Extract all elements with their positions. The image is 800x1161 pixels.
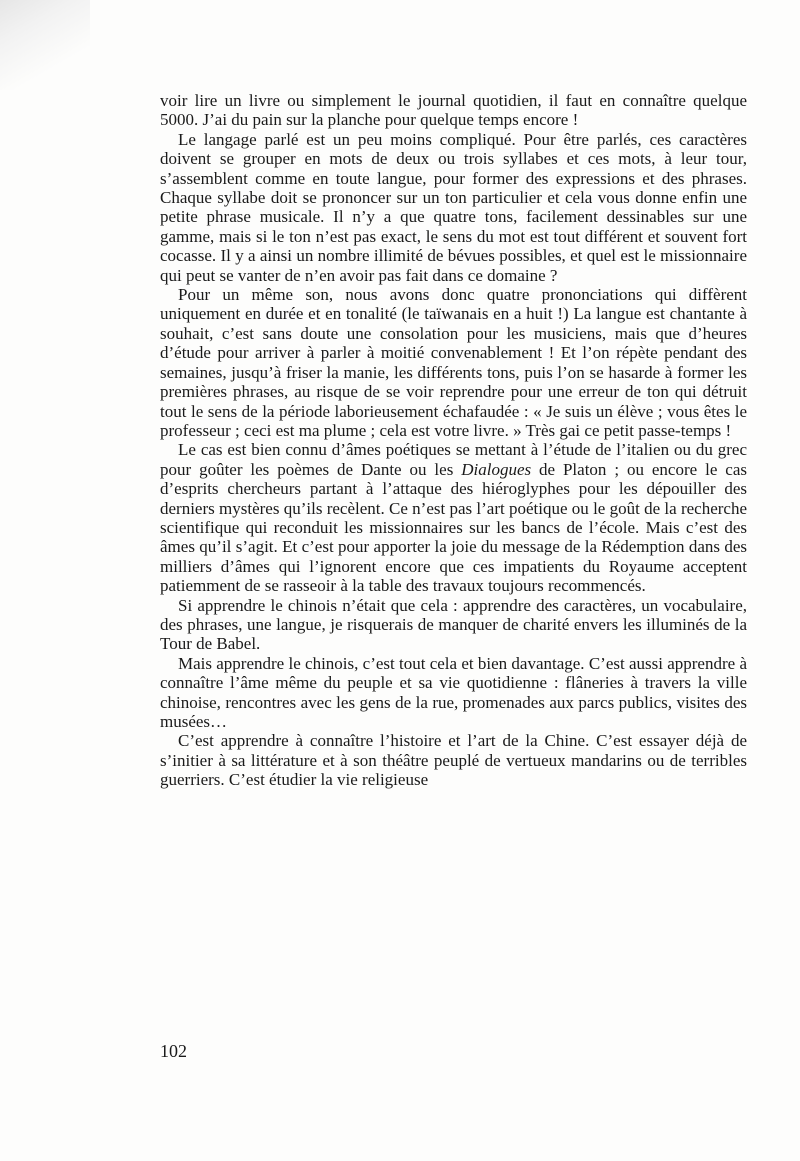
book-title-italic: Dialogues — [461, 459, 532, 479]
paragraph-text: de Platon ; ou encore le cas d’esprits chercheurs partant à l’attaque des hiéroglyphes pour les dépouiller des derniers mystères qu’ils recèlent. Ce n’est pas l’art poétique ou le goût de la recherche scientifique qui reconduit les missionnaires sur les bancs de l’école. Mais c’est des âmes qu’il s’agit. Et c’est pour apporter la joie du message de la Rédemption dans des milliers d’âmes qui l’ignorent encore que ces impatients du Royaume acceptent patiemment de se rasseoir à la table des travaux toujours recommencés. — [160, 459, 747, 596]
paragraph — [160, 440, 747, 595]
paragraph-text: Le cas est bien connu d’âmes poétiques se mettant à l’étude de l’italien ou du grec pour goûter les poèmes de Dante ou les — [160, 440, 747, 479]
page-number: 102 — [160, 1041, 187, 1061]
paragraph: C’est apprendre à connaître l’histoire et l’art de la Chine. C’est essayer déjà de s’initier à sa littérature et à son théâtre peuplé de vertueux mandarins ou de terribles guerriers. C’est étudier la vie religieuse — [160, 731, 747, 790]
paragraph: Mais apprendre le chinois, c’est tout cela et bien davantage. C’est aussi apprendre à connaître l’âme même du peuple et sa vie quotidienne : flâneries à travers la ville chinoise, rencontres avec les gens de la rue, promenades aux parcs publics, visites des musées… — [160, 653, 747, 731]
body-text — [160, 91, 747, 790]
paragraph: voir lire un livre ou simplement le journal quotidien, il faut en connaître quelque 5000. J’ai du pain sur la planche pour quelque temps encore ! — [160, 91, 747, 130]
paragraph: Pour un même son, nous avons donc quatre prononciations qui diffèrent uniquement en durée et en tonalité (le taïwanais en a huit !) La langue est chantante à souhait, c’est sans doute une consolation pour les musiciens, mais que d’heures d’étude pour arriver à parler à moitié convenablement ! Et l’on répète pendant des semaines, jusqu’à friser la manie, les différents tons, puis l’on se hasarde à former les premières phrases, au risque de se voir reprendre pour une erreur de ton qui détruit tout le sens de la période laborieusement échafaudée : « Je suis un élève ; vous êtes le professeur ; ceci est ma plume ; cela est votre livre. » Très gai ce petit passe-temps ! — [160, 285, 747, 440]
scan-edge-shadow — [0, 0, 90, 90]
paragraph: Si apprendre le chinois n’était que cela : apprendre des caractères, un vocabulaire, des phrases, une langue, je risquerais de manquer de charité envers les illuminés de la Tour de Babel. — [160, 595, 747, 654]
paragraph: Le langage parlé est un peu moins compliqué. Pour être parlés, ces caractères doivent se grouper en mots de deux ou trois syllabes et ces mots, à leur tour, s’assemblent comme en toute langue, pour former des expressions et des phrases. Chaque syllabe doit se prononcer sur un ton particulier et cela vous donne enfin une petite phrase musicale. Il n’y a que quatre tons, facilement dessinables sur une gamme, mais si le ton n’est pas exact, le sens du mot est tout différent et souvent fort cocasse. Il y a ainsi un nombre illimité de bévues possibles, et quel est le missionnaire qui peut se vanter de n’en avoir pas fait dans ce domaine ? — [160, 129, 747, 285]
